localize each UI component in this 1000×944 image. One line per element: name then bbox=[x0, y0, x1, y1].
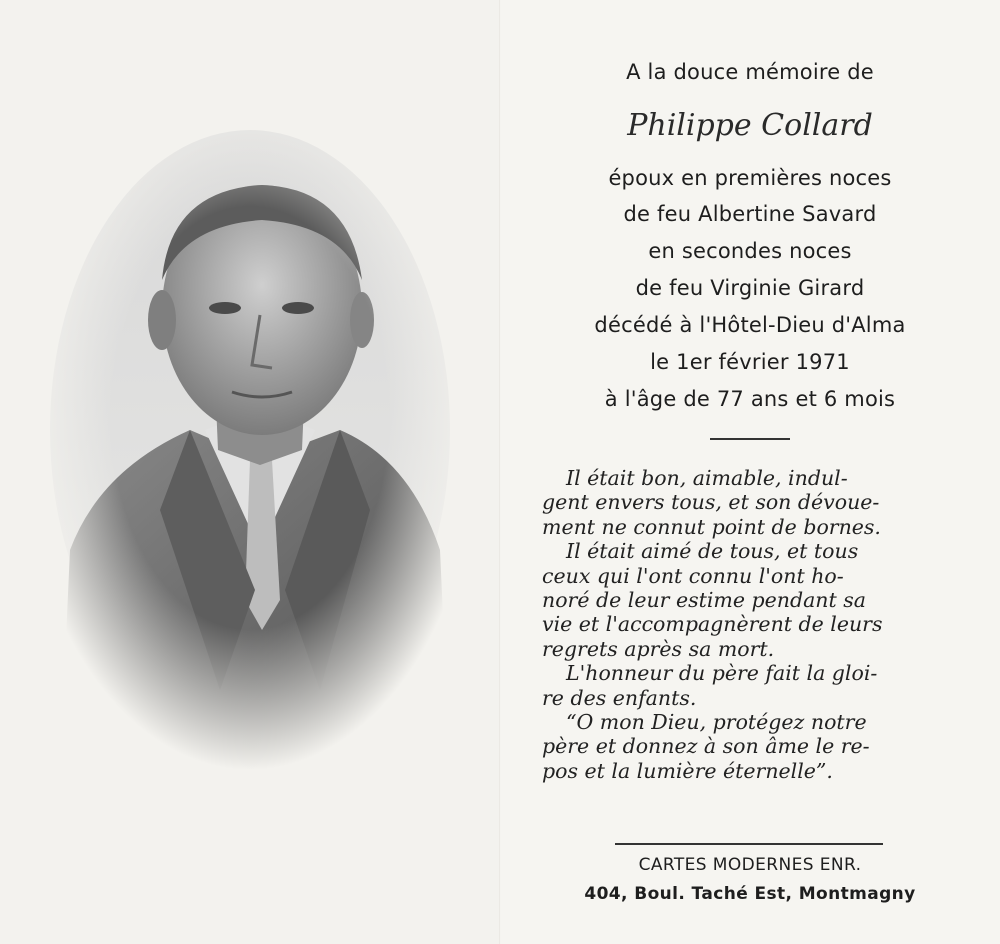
verse-line: “O mon Dieu, protégez notre bbox=[566, 710, 867, 735]
detail-line: décédé à l'Hôtel-Dieu d'Alma bbox=[594, 313, 906, 337]
verse-block bbox=[542, 466, 958, 783]
verse-line: regrets après sa mort. bbox=[542, 636, 775, 661]
verse-line: Il était aimé de tous, et tous bbox=[566, 539, 859, 564]
detail-line: le 1er février 1971 bbox=[650, 350, 850, 374]
text-panel bbox=[520, 0, 980, 944]
detail-line: époux en premières noces bbox=[608, 166, 892, 190]
verse-line: noré de leur estime pendant sa bbox=[542, 588, 867, 613]
divider-long bbox=[615, 843, 883, 845]
detail-line: de feu Albertine Savard bbox=[623, 202, 877, 226]
verse-line: ment ne connut point de bornes. bbox=[542, 514, 881, 539]
verse-line: vie et l'accompagnèrent de leurs bbox=[542, 612, 883, 637]
card-fold-line bbox=[499, 0, 501, 944]
verse-line: père et donnez à son âme le re- bbox=[542, 734, 870, 759]
verse-line: ceux qui l'ont connu l'ont ho- bbox=[542, 563, 844, 588]
portrait-photo-icon bbox=[40, 130, 460, 770]
divider-short bbox=[710, 438, 790, 440]
verse-line: gent envers tous, et son dévoue- bbox=[542, 490, 880, 515]
verse-line: Il était bon, aimable, indul- bbox=[566, 466, 848, 490]
detail-line: de feu Virginie Girard bbox=[635, 276, 865, 300]
dedication-heading: A la douce mémoire de bbox=[626, 60, 874, 84]
deceased-name: Philippe Collard bbox=[627, 108, 873, 143]
verse-line: re des enfants. bbox=[542, 685, 697, 710]
verse-line: L'honneur du père fait la gloi- bbox=[566, 661, 878, 686]
printer-name: CARTES MODERNES ENR. bbox=[638, 855, 862, 875]
verse-line: pos et la lumière éternelle”. bbox=[542, 758, 833, 783]
detail-line: à l'âge de 77 ans et 6 mois bbox=[604, 387, 896, 411]
detail-line: en secondes noces bbox=[648, 239, 852, 263]
printer-address: 404, Boul. Taché Est, Montmagny bbox=[584, 884, 916, 904]
